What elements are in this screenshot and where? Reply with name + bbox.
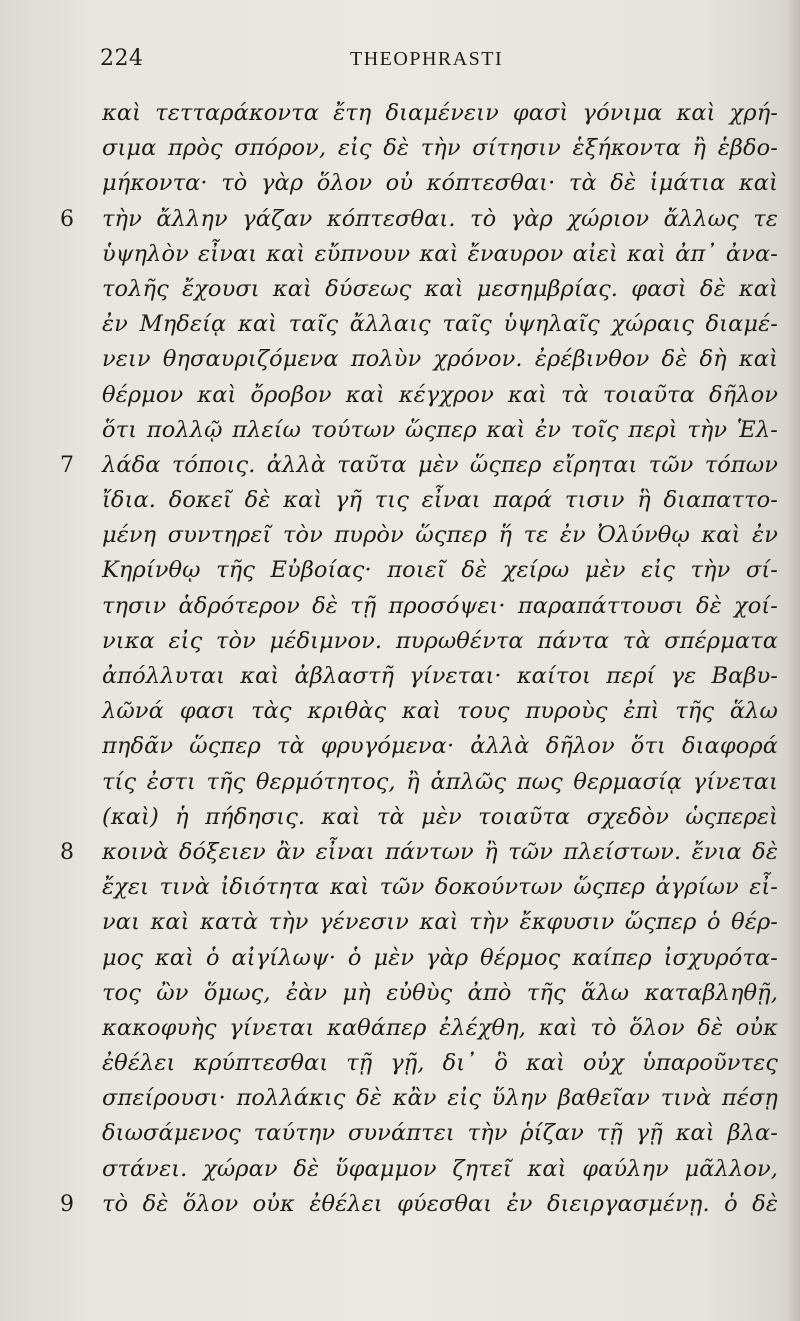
line-text: τησιν ἁδρότερον δὲ τῇ προσόψει· παραπάττουσι δὲ χοί- [102,592,778,619]
line-text: ἴδια. δοκεῖ δὲ καὶ γῆ τις εἶναι παρά τισιν ἣ διαπαττο- [102,487,778,514]
line-text: στάνει. χώραν δὲ ὕφαμμον ζητεῖ καὶ φαύλην μᾶλλον, [102,1155,778,1182]
section-number: 6 [60,206,74,232]
line-text: νικα εἰς τὸν μέδιμνον. πυρωθέντα πάντα τὰ σπέρματα [102,627,778,654]
line-text: λάδα τόποις. ἀλλὰ ταῦτα μὲν ὥςπερ εἴρηται τῶν τόπων [102,451,778,478]
line-text: ὑψηλὸν εἶναι καὶ εὔπνουν καὶ ἔναυρον αἰεὶ καὶ ἀπ᾽ ἀνα- [102,240,778,267]
line-text: μήκοντα· τὸ γὰρ ὅλον οὐ κόπτεσθαι· τὰ δὲ ἱμάτια καὶ [102,170,778,197]
line-text: πηδᾶν ὥςπερ τὰ φρυγόμενα· ἀλλὰ δῆλον ὅτι διαφορά [102,733,778,760]
text-line [60,413,780,448]
line-text: κοινὰ δόξειεν ἂν εἶναι πάντων ἢ τῶν πλείστων. ἔνια δὲ [102,838,778,865]
text-line [60,237,780,272]
text-line [60,941,780,976]
text-line [60,1011,780,1046]
page-edge-shadow [786,0,800,1321]
text-line [60,448,780,483]
line-text: Κηρίνθῳ τῆς Εὐβοίας· ποιεῖ δὲ χείρω μὲν εἰς τὴν σί- [102,557,778,584]
text-line [60,96,780,131]
text-line [60,589,780,624]
line-text: λῶνά φασι τὰς κριθὰς καὶ τους πυροὺς ἐπὶ τῆς ἅλω [102,698,778,725]
section-number: 7 [60,452,74,478]
line-text: τολῆς ἔχουσι καὶ δύσεως καὶ μεσημβρίας. φασὶ δὲ καὶ [102,275,778,302]
text-line [60,553,780,588]
line-text: (καὶ) ἡ πήδησις. καὶ τὰ μὲν τοιαῦτα σχεδὸν ὡςπερεὶ [102,803,778,830]
text-line [60,272,780,307]
line-text: τος ὢν ὅμως, ἐὰν μὴ εὐθὺς ἀπὸ τῆς ἅλω καταβληθῇ, [102,979,778,1006]
greek-text-body [60,96,780,1222]
line-text: ἐθέλει κρύπτεσθαι τῇ γῇ, δι᾽ ὃ καὶ οὐχ ὑπαροῦντες [102,1050,778,1077]
line-text: κακοφυὴς γίνεται καθάπερ ἐλέχθη, καὶ τὸ ὅλον δὲ οὐκ [102,1014,778,1041]
line-text: διωσάμενος ταύτην συνάπτει τὴν ῥίζαν τῇ γῇ καὶ βλα- [102,1120,778,1147]
text-line [60,976,780,1011]
text-line [60,1187,780,1222]
text-line [60,870,780,905]
text-line [60,624,780,659]
book-title: THEOPHRASTI [350,48,504,70]
text-line [60,202,780,237]
line-text: μος καὶ ὁ αἰγίλωψ· ὁ μὲν γὰρ θέρμος καίπερ ἰσχυρότα- [102,944,778,971]
line-text: νειν θησαυριζόμενα πολὺν χρόνον. ἐρέβινθον δὲ δὴ καὶ [102,346,778,373]
line-text: θέρμον καὶ ὄροβον καὶ κέγχρον καὶ τὰ τοιαῦτα δῆλον [102,381,778,408]
running-head [0,46,800,76]
line-text: σιμα πρὸς σπόρον, εἰς δὲ τὴν σίτησιν ἑξήκοντα ἢ ἑβδο- [102,135,778,162]
line-text: τὴν ἄλλην γάζαν κόπτεσθαι. τὸ γὰρ χώριον ἄλλως τε [102,205,778,232]
line-text: ὅτι πολλῷ πλείω τούτων ὥςπερ καὶ ἐν τοῖς περὶ τὴν Ἑλ- [102,416,778,443]
text-line [60,166,780,201]
text-line [60,765,780,800]
text-line [60,905,780,940]
section-number: 8 [60,839,74,865]
text-line [60,835,780,870]
line-text: τὸ δὲ ὅλον οὐκ ἐθέλει φύεσθαι ἐν διειργασμένῃ. ὁ δὲ [102,1190,778,1217]
text-line [60,694,780,729]
text-line [60,800,780,835]
line-text: ἀπόλλυται καὶ ἀβλαστῆ γίνεται· καίτοι περί γε Βαβυ- [102,663,778,689]
text-line [60,1116,780,1151]
line-text: ἐν Μηδείᾳ καὶ ταῖς ἄλλαις ταῖς ὑψηλαῖς χώραις διαμέ- [102,311,778,338]
page-number: 224 [100,46,144,71]
text-line [60,342,780,377]
text-line [60,378,780,413]
section-number: 9 [60,1191,74,1217]
line-text: τίς ἐστι τῆς θερμότητος, ἢ ἁπλῶς πως θερμασίᾳ γίνεται [102,768,778,795]
line-text: καὶ τετταράκοντα ἔτη διαμένειν φασὶ γόνιμα καὶ χρή- [102,100,778,126]
line-text: ἔχει τινὰ ἰδιότητα καὶ τῶν δοκούντων ὥςπερ ἀγρίων εἶ- [102,874,778,901]
text-line [60,659,780,694]
text-line [60,729,780,764]
text-line [60,131,780,166]
text-line [60,307,780,342]
text-line [60,483,780,518]
text-line [60,1081,780,1116]
line-text: σπείρουσι· πολλάκις δὲ κἂν εἰς ὕλην βαθεῖαν τινὰ πέσῃ [102,1085,778,1112]
text-line [60,1046,780,1081]
line-text: ναι καὶ κατὰ τὴν γένεσιν καὶ τὴν ἔκφυσιν ὥςπερ ὁ θέρ- [102,909,778,936]
text-line [60,518,780,553]
text-line [60,1152,780,1187]
line-text: μένη συντηρεῖ τὸν πυρὸν ὥςπερ ἥ τε ἐν Ὀλύνθῳ καὶ ἐν [102,522,778,549]
